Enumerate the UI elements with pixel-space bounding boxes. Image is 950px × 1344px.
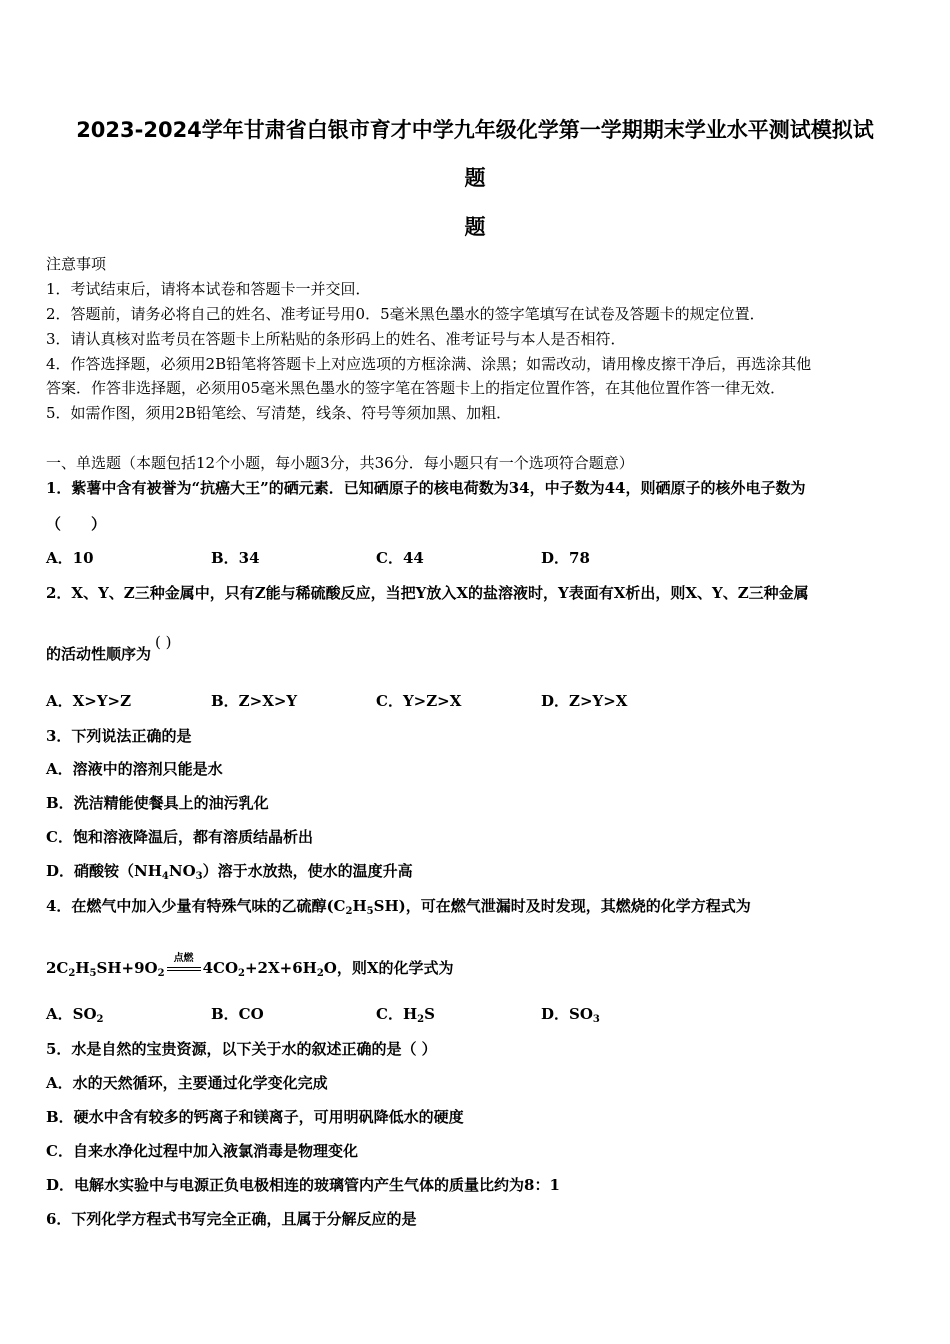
q3-option-a: A．溶液中的溶剂只能是水 [46,760,223,778]
q3-option-b: B．洗洁精能使餐具上的油污乳化 [46,794,269,812]
q6-stem: 6．下列化学方程式书写完全正确，且属于分解反应的是 [46,1210,417,1228]
q1-stem: 1．紫薯中含有被誉为“抗癌大王”的硒元素．已知硒原子的核电荷数为34，中子数为44，则硒原子的核外电子数为 [46,479,806,497]
notice-item: 2．答题前，请务必将自己的姓名、准考证号用0．5毫米黑色墨水的签字笔填写在试卷及答题卡的规定位置． [46,305,765,323]
q5-option-d: D．电解水实验中与电源正负电极相连的玻璃管内产生气体的质量比约为8：1 [46,1176,560,1194]
q4-equation: $2C_2H_5SH+9O_2$ 点燃 $4CO_2+2X+6H_2O$，则X的化学式为 [46,955,454,979]
q1-option-b: B．34 [211,549,260,567]
notice-item: 答案．作答非选择题，必须用05毫米黑色墨水的签字笔在答题卡上的指定位置作答，在其他位置作答一律无效． [46,379,786,397]
q1-option-a: A．10 [46,549,94,567]
q4-option-d: D．$SO_3$ [541,1005,600,1025]
reaction-condition-arrow [167,955,201,975]
q5-option-a: A．水的天然循环，主要通过化学变化完成 [46,1074,328,1092]
q1-option-d: D．78 [541,549,590,567]
q3-option-c: C．饱和溶液降温后，都有溶质结晶析出 [46,828,313,846]
q2-option-d: D．Z>Y>X [541,692,628,710]
q3-option-d: D．硝酸铵$(NH_4NO_3)$溶于水放热，使水的温度升高 [46,862,413,882]
q4-option-c: C．$H_2S$ [376,1005,435,1025]
reaction-condition-label: 点燃 [173,953,194,964]
q2-stem: 2．X、Y、Z三种金属中，只有Z能与稀硫酸反应，当把Y放入X的盐溶液时，Y表面有X析出，则X、Y、Z三种金属 [46,584,809,602]
q5-stem: 5．水是自然的宝贵资源，以下关于水的叙述正确的是（ ） [46,1040,437,1058]
q2-stem-continued [46,633,172,664]
exam-title-line2: 题 [464,166,486,190]
q5-option-c: C．自来水净化过程中加入液氯消毒是物理变化 [46,1142,358,1160]
notice-heading: 注意事项 [46,255,107,273]
q2-option-a: A．X>Y>Z [46,692,132,710]
q4-option-b: B．CO [211,1005,264,1023]
notice-item: 4．作答选择题，必须用2B铅笔将答题卡上对应选项的方框涂满、涂黑；如需改动，请用橡皮擦干净后，再选涂其他 [46,355,812,373]
q2-option-b: B．Z>X>Y [211,692,298,710]
q2-stem2: 的活动性顺序为 [46,645,152,663]
q2-option-c: C．Y>Z>X [376,692,462,710]
exam-title-line1: 2023-2024学年甘肃省白银市育才中学九年级化学第一学期期末学业水平测试模拟试 [76,118,874,142]
q4-stem: 4．在燃气中加入少量有特殊气味的乙硫醇$(C_2H_5SH)$，可在燃气泄漏时及时发现，其燃烧的化学方程式为 [46,897,751,917]
notice-item: 5．如需作图，须用2B铅笔绘、写清楚，线条、符号等须加黑、加粗． [46,404,512,422]
notice-item: 1．考试结束后，请将本试卷和答题卡一并交回． [46,280,371,298]
q1-option-c: C．44 [376,549,424,567]
q3-stem: 3．下列说法正确的是 [46,727,192,745]
notice-item: 3．请认真核对监考员在答题卡上所粘贴的条形码上的姓名、准考证号与本人是否相符． [46,330,626,348]
q1-paren: （ ） [46,515,107,533]
exam-title-line3: 题 [464,215,486,239]
section-heading: 一、单选题（本题包括12个小题，每小题3分，共36分．每小题只有一个选项符合题意） [46,454,634,472]
q4-option-a: A．$SO_2$ [46,1005,104,1025]
q2-paren: ( ) [155,633,172,651]
q5-option-b: B．硬水中含有较多的钙离子和镁离子，可用明矾降低水的硬度 [46,1108,464,1126]
